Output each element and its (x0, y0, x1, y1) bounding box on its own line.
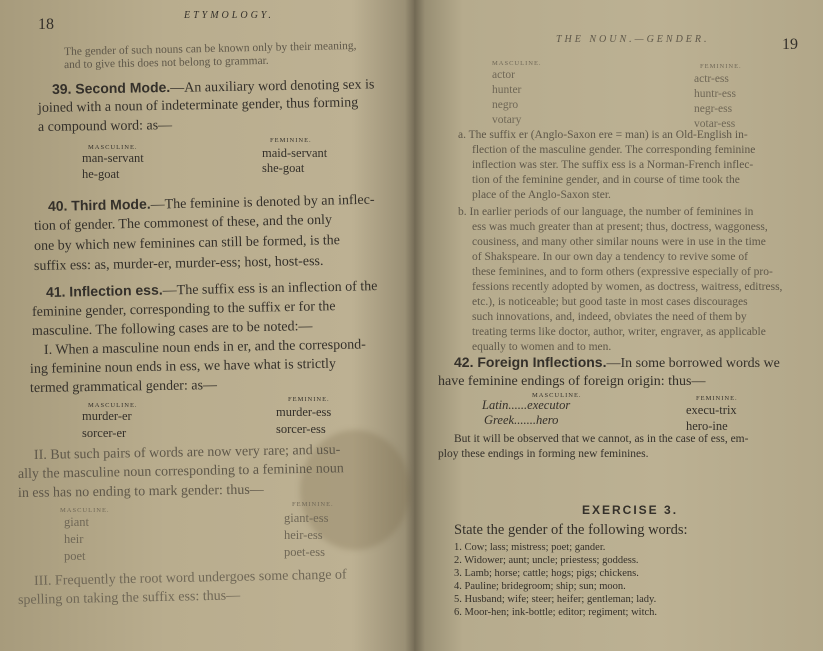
section-41-text: masculine. The following cases are to be noted:— (31, 319, 313, 339)
section-41-text: ally the masculine noun corresponding to a feminine noun (17, 461, 344, 482)
note-a-line: a. The suffix er (Anglo-Saxon ere = man) is an Old-English in- (458, 129, 748, 141)
section-39-title: 39. Second Mode. (51, 78, 171, 97)
note-b-line: of Shakspeare. In our own day a tendency to revive some of (472, 251, 748, 263)
exercise-item: 5. Husband; wife; steer; heifer; gentleman; lady. (454, 594, 657, 605)
masculine-word: man-servant (82, 151, 144, 165)
section-42-heading-line (454, 353, 780, 373)
note-a-line: inflection was ster. The suffix ess is a Norman-French inflec- (472, 159, 754, 171)
note-b-line: etc.), is noticeable; but good taste in most cases discourages (472, 296, 748, 308)
feminine-word: execu-trix (686, 403, 737, 417)
section-42-text: have feminine endings of foreign origin: thus— (438, 374, 706, 389)
feminine-word: heir-ess (284, 528, 323, 542)
section-42-title: 42. Foreign Inflections. (454, 354, 607, 370)
section-41-text: in ess has no ending to mark gender: thus— (17, 482, 264, 501)
feminine-word: actr-ess (694, 73, 729, 85)
section-41-text: termed grammatical gender: as— (29, 378, 218, 396)
masculine-label: MASCULINE. (532, 392, 582, 399)
feminine-label: FEMININE. (270, 137, 312, 144)
page-number: 19 (782, 36, 798, 53)
feminine-label: FEMININE. (696, 395, 738, 402)
section-39-text: joined with a noun of indeterminate gender, thus forming (37, 95, 359, 116)
masculine-label: MASCULINE. (60, 507, 110, 514)
note-b-line: treating terms like doctor, author, writer, engraver, as applicable (472, 326, 766, 338)
section-40-text: —The feminine is denoted by an inflec- (150, 192, 375, 213)
masculine-label: MASCULINE. (492, 60, 542, 67)
feminine-word: giant-ess (284, 511, 329, 525)
section-41-text: feminine gender, corresponding to the suffix er for the (31, 299, 336, 320)
section-41-text: ing feminine noun ends in ess, we have what is strictly (29, 356, 337, 377)
masculine-label: MASCULINE. (88, 402, 138, 409)
section-40-title: 40. Third Mode. (47, 195, 151, 214)
running-head: THE NOUN.—GENDER. (556, 34, 710, 45)
section-40-text: tion of gender. The commonest of these, and the only (33, 212, 333, 234)
masculine-word: negro (492, 99, 519, 111)
section-41-title: 41. Inflection ess. (45, 281, 163, 300)
right-page (414, 0, 823, 651)
section-41-text: II. But such pairs of words are now very rare; and usu- (33, 442, 341, 463)
exercise-item: 1. Cow; lass; mistress; poet; gander. (454, 542, 606, 553)
note-b-line: such innovations, and, indeed, obviates the need of them by (472, 311, 747, 323)
section-39-text: —An auxiliary word denoting sex is (170, 77, 375, 96)
feminine-word: huntr-ess (694, 88, 736, 100)
exercise-item: 2. Widower; aunt; uncle; priestess; goddess. (454, 555, 639, 566)
feminine-word: poet-ess (284, 545, 325, 559)
page-number: 18 (38, 16, 54, 33)
section-40-text: suffix ess: as, murder-er, murder-ess; host, host-ess. (33, 253, 324, 274)
exercise-item: 3. Lamb; horse; cattle; hogs; pigs; chickens. (454, 568, 639, 579)
feminine-word: maid-servant (262, 146, 328, 160)
section-40-text: one by which new feminines can still be formed, is the (33, 233, 341, 254)
feminine-label: FEMININE. (700, 63, 742, 70)
feminine-word: hero-ine (686, 419, 728, 433)
note-b-line: ess was much greater than at present; thus, doctress, waggoness, (472, 221, 768, 233)
note-a-line: place of the Anglo-Saxon ster. (472, 189, 611, 201)
intro-line: and to give this does not belong to grammar. (63, 54, 269, 72)
running-head: ETYMOLOGY. (184, 10, 274, 21)
note-b-line: b. In earlier periods of our language, the number of feminines in (458, 206, 754, 218)
feminine-word: sorcer-ess (276, 422, 326, 436)
exercise-instruction: State the gender of the following words: (454, 522, 688, 538)
masculine-label: MASCULINE. (88, 144, 138, 151)
note-a-line: flection of the masculine gender. The corresponding feminine (472, 144, 756, 156)
masculine-word: Greek.......hero (484, 413, 559, 427)
masculine-word: heir (64, 532, 84, 546)
section-42-text: —In some borrowed words we (606, 356, 780, 371)
section-41-text: III. Frequently the root word undergoes some change of (33, 567, 347, 589)
exercise-item: 6. Moor-hen; ink-bottle; editor; regiment; witch. (454, 607, 658, 618)
section-41-text: I. When a masculine noun ends in er, and the correspond- (43, 337, 366, 358)
note-b-line: these feminines, and to form others (expressive especially of pro- (472, 266, 773, 278)
section-41-text: —The suffix ess is an inflection of the (162, 279, 378, 299)
feminine-word: votar-ess (694, 118, 736, 130)
feminine-word: negr-ess (694, 103, 733, 115)
feminine-label: FEMININE. (292, 501, 334, 508)
note-b-line: fessions recently adopted by women, as doctress, waitress, editress, (472, 281, 783, 293)
exercise-title: EXERCISE 3. (582, 503, 679, 517)
section-42-after-line: But it will be observed that we cannot, as in the case of ess, em- (454, 433, 749, 445)
feminine-word: murder-ess (276, 405, 332, 419)
masculine-word: giant (64, 515, 89, 529)
section-41-text: spelling on taking the suffix ess: thus— (17, 588, 241, 608)
feminine-label: FEMININE. (288, 396, 330, 403)
book-gutter (405, 0, 425, 651)
note-a-line: tion of the feminine gender, and in course of time took the (472, 174, 740, 186)
masculine-word: sorcer-er (82, 426, 127, 440)
note-b-line: cousiness, and many other similar nouns were in use in the time (472, 236, 766, 248)
section-42-after-line: ploy these endings in forming new feminines. (438, 448, 649, 460)
masculine-word: actor (492, 69, 515, 81)
masculine-word: poet (64, 549, 86, 563)
exercise-item: 4. Pauline; bridegroom; ship; sun; moon. (454, 581, 626, 592)
masculine-word: votary (492, 114, 522, 126)
intro-line: The gender of such nouns can be known only by their meaning, (63, 39, 357, 59)
masculine-word: Latin......executor (482, 398, 571, 412)
masculine-word: hunter (492, 84, 522, 96)
masculine-word: murder-er (82, 409, 132, 423)
note-b-line: equally to women and to men. (472, 341, 612, 353)
feminine-word: she-goat (262, 161, 305, 175)
section-39-text: a compound word: as— (37, 118, 173, 135)
masculine-word: he-goat (82, 167, 120, 181)
